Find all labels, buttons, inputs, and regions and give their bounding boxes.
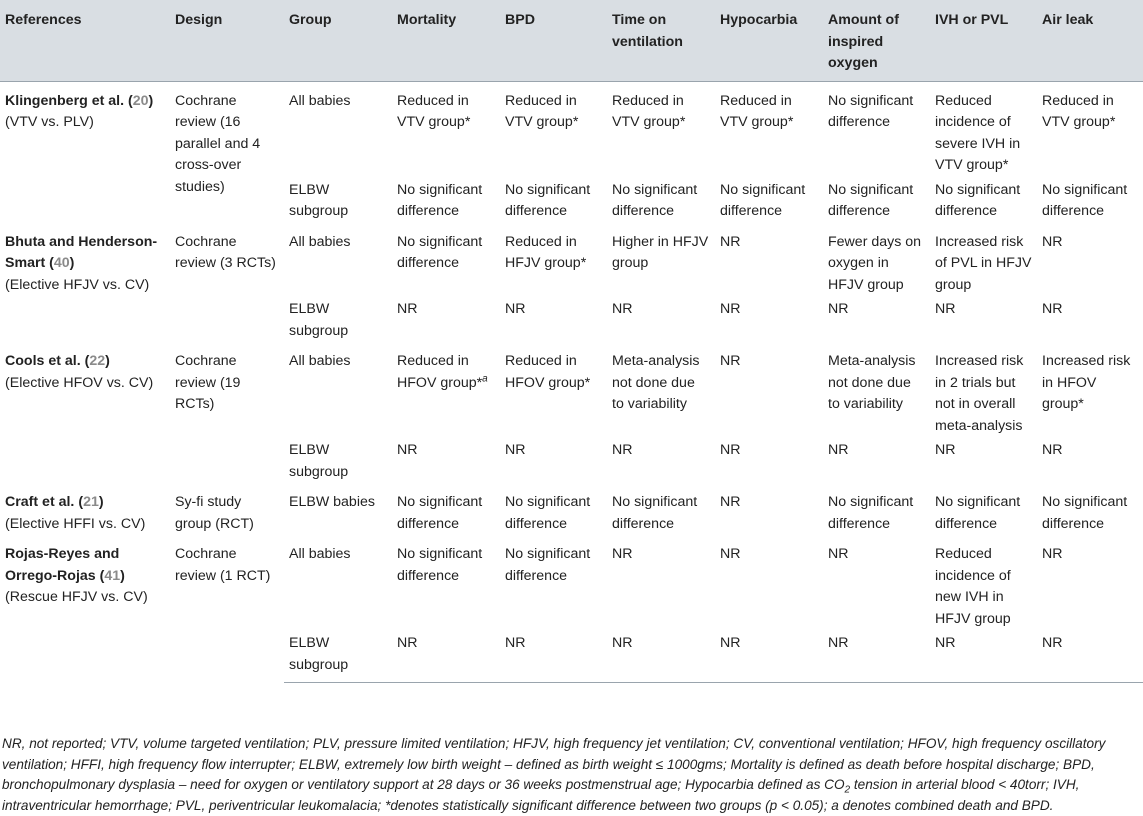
outcome-cell: No significant difference (397, 181, 483, 219)
outcome-cell: Reduced in VTV group* (720, 92, 794, 130)
paren-open: ( (49, 255, 54, 271)
outcome-cell: No significant difference (505, 494, 591, 532)
outcome-cell: Increased risk of PVL in HFJV group (935, 233, 1032, 293)
outcome-cell: Reduced incidence of severe IVH in VTV group* (935, 92, 1021, 173)
design-cell: Cochrane review (3 RCTs) (175, 233, 276, 271)
citation-number: 41 (104, 567, 121, 584)
outcome-cell: Reduced in HFOV group*$^a$ (397, 353, 488, 391)
outcome-cell: No significant difference (397, 233, 483, 271)
paren-close: ) (105, 353, 110, 369)
col-header: Design (170, 0, 284, 81)
design-cell: Sy-fi study group (RCT) (175, 494, 254, 532)
table-row (0, 223, 1143, 297)
paren-open: ( (99, 567, 105, 584)
outcome-cell: NR (612, 442, 633, 458)
outcome-cell: NR (720, 301, 741, 317)
outcome-cell: NR (930, 630, 1037, 683)
outcome-cell: No significant difference (1042, 494, 1128, 532)
group-cell: ELBW subgroup (289, 442, 349, 480)
outcome-cell: NR (612, 301, 633, 317)
outcome-cell: NR (720, 494, 741, 510)
outcome-cell: NR (505, 442, 526, 458)
outcome-cell: NR (397, 442, 418, 458)
outcome-cell: No significant difference (935, 494, 1021, 532)
col-header: BPD (500, 0, 607, 81)
outcome-cell: No significant difference (828, 181, 914, 219)
outcome-cell: Reduced incidence of new IVH in HFJV group (935, 546, 1011, 627)
group-cell: All babies (289, 353, 351, 369)
group-cell: All babies (289, 546, 351, 562)
study-name: Rojas-Reyes and Orrego-Rojas (5, 546, 120, 584)
outcome-cell: NR (720, 546, 741, 562)
outcome-cell: Higher in HFJV group (612, 233, 709, 271)
outcome-cell: NR (720, 353, 741, 369)
comparison: (Elective HFFI vs. CV) (5, 515, 146, 532)
outcome-cell: NR (828, 546, 849, 562)
group-cell: All babies (289, 233, 351, 250)
outcome-cell: No significant difference (397, 546, 483, 584)
table-body (0, 81, 1143, 683)
design-cell: Cochrane review (19 RCTs) (175, 353, 241, 412)
paren-open: ( (84, 353, 90, 369)
citation-number: 21 (83, 494, 99, 510)
outcome-cell: NR (823, 630, 930, 683)
col-header: Mortality (392, 0, 500, 81)
outcome-cell: Increased risk in HFOV group* (1042, 353, 1131, 412)
outcome-cell: No significant difference (505, 181, 591, 219)
outcome-cell: NR (1042, 546, 1063, 562)
reference-cell (0, 483, 170, 535)
group-cell: ELBW subgroup (284, 630, 392, 683)
outcome-cell: Reduced in HFJV group* (505, 233, 587, 271)
outcome-cell: Meta-analysis not done due to variability (828, 353, 916, 412)
table-row (0, 535, 1143, 630)
outcome-cell: No significant difference (505, 546, 591, 584)
header-row (0, 0, 1143, 81)
outcome-cell: No significant difference (397, 494, 483, 532)
col-header: Group (284, 0, 392, 81)
col-header: Time on ventilation (607, 0, 715, 81)
reference-cell (0, 81, 170, 223)
study-name: Craft et al. (5, 494, 79, 510)
col-header: IVH or PVL (930, 0, 1037, 81)
citation-number: 40 (53, 255, 70, 271)
study-name: Bhuta and Henderson-Smart (5, 233, 158, 271)
comparison: (Elective HFJV vs. CV) (5, 276, 150, 293)
outcome-cell: No significant difference (828, 92, 914, 130)
design-cell: Cochrane review (1 RCT) (175, 546, 271, 584)
outcome-cell: Reduced in VTV group* (612, 92, 686, 130)
outcome-cell: No significant difference (612, 494, 698, 532)
outcome-cell: NR (505, 301, 526, 317)
reference-cell (0, 535, 170, 683)
study-name: Klingenberg et al. (5, 92, 128, 109)
outcome-cell: NR (720, 442, 741, 458)
outcome-cell: Reduced in HFOV group* (505, 353, 591, 391)
outcome-cell: NR (1042, 233, 1063, 250)
outcome-cell: NR (935, 301, 956, 317)
outcome-cell: NR (500, 630, 607, 683)
group-cell: ELBW subgroup (289, 181, 349, 219)
group-cell: ELBW babies (289, 494, 375, 510)
outcome-cell: Increased risk in 2 trials but not in overall meta-analysis (935, 353, 1024, 434)
outcome-cell: No significant difference (612, 181, 698, 219)
outcome-cell: NR (612, 546, 633, 562)
outcome-cell: Reduced in VTV group* (397, 92, 471, 130)
outcome-cell: NR (720, 233, 741, 250)
outcome-cell: NR (397, 301, 418, 317)
reference-cell (0, 223, 170, 343)
outcome-cell: No significant difference (1042, 181, 1128, 219)
group-cell: ELBW subgroup (289, 301, 349, 339)
study-name: Cools et al. (5, 353, 85, 369)
reference-cell (0, 342, 170, 483)
outcome-cell: NR (1042, 442, 1063, 458)
col-header: References (0, 0, 170, 81)
paren-close: ) (98, 494, 104, 510)
col-header: Amount of inspired oxygen (823, 0, 930, 81)
paren-open: ( (127, 92, 133, 109)
paren-open: ( (78, 494, 84, 510)
table-footnote: NR, not reported; VTV, volume targeted ventilation; PLV, pressure limited ventilation; HFJV, high frequency jet ventilation; CV, conventional ventilation; HFOV, high frequency oscillatory ventilation; HFFI, high frequency flow interrupter; ELBW, extremely low birth weight – defined as birth weight ≤ 1000gms; Mortality is defined as death before hospital discharge; BPD, bronchopulmonary dysplasia – need for oxygen or ventilatory support at 28 days or 36 weeks postmenstrual age; Hypocarbia defined as $CO_2$ tension in arterial blood < 40torr; IVH, intraventricular hemorrhage; PVL, periventricular leukomalacia; *denotes statistically significant difference between two groups (p < 0.05); a denotes combined death and BPD. (2, 736, 1106, 813)
outcome-cell: No significant difference (720, 181, 806, 219)
outcome-cell: NR (828, 301, 849, 317)
outcome-cell: NR (715, 630, 823, 683)
outcome-cell: NR (607, 630, 715, 683)
outcome-cell: NR (1037, 630, 1143, 683)
outcome-cell: No significant difference (828, 494, 914, 532)
table-row (0, 342, 1143, 437)
paren-close: ) (148, 92, 154, 109)
comparison: (VTV vs. PLV) (5, 114, 94, 130)
group-cell: All babies (289, 92, 351, 109)
comparison: (Rescue HFJV vs. CV) (5, 589, 148, 605)
outcome-cell: Reduced in VTV group* (505, 92, 579, 130)
outcome-cell: Fewer days on oxygen in HFJV group (828, 233, 922, 293)
outcome-cell: NR (392, 630, 500, 683)
col-header: Air leak (1037, 0, 1143, 81)
outcome-cell: NR (828, 442, 849, 458)
paren-close: ) (69, 255, 75, 271)
citation-number: 22 (89, 353, 106, 369)
outcome-cell: NR (1042, 301, 1063, 317)
citation-number: 20 (132, 92, 149, 109)
outcome-cell: NR (935, 442, 956, 458)
outcome-cell: Meta-analysis not done due to variability (612, 353, 700, 412)
table-row (0, 81, 1143, 177)
col-header: Hypocarbia (715, 0, 823, 81)
outcome-cell: Reduced in VTV group* (1042, 92, 1116, 130)
table-row (0, 483, 1143, 535)
outcome-cell: No significant difference (935, 181, 1021, 219)
paren-close: ) (120, 567, 125, 584)
footnote-marker: a (482, 372, 488, 384)
comparison: (Elective HFOV vs. CV) (5, 374, 154, 391)
design-cell: Cochrane review (16 parallel and 4 cross-over studies) (175, 92, 261, 195)
